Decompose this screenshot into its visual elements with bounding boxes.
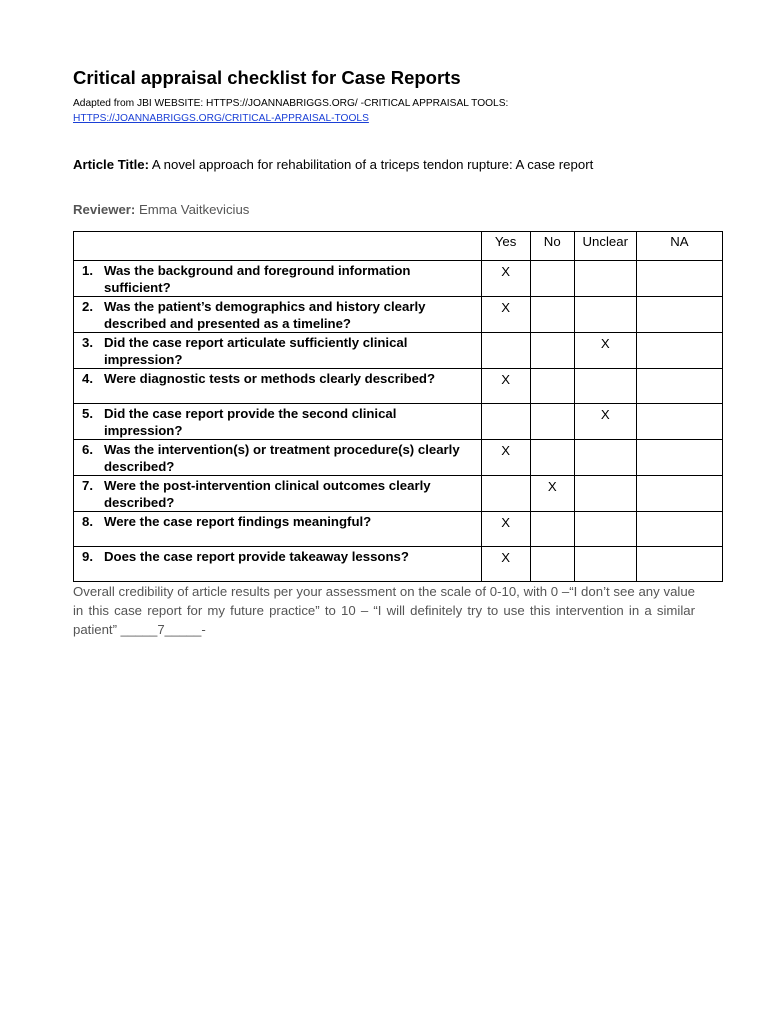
answer-unclear-cell[interactable] (574, 261, 636, 297)
answer-unclear-cell[interactable] (574, 297, 636, 333)
question-cell (74, 333, 482, 369)
header-yes: Yes (481, 232, 530, 261)
answer-no-cell[interactable] (530, 369, 574, 404)
answer-na-cell[interactable] (636, 476, 722, 512)
answer-unclear-cell[interactable] (574, 440, 636, 476)
answer-yes-cell[interactable] (481, 476, 530, 512)
answer-unclear-cell[interactable] (574, 369, 636, 404)
reviewer-line (73, 201, 695, 219)
article-title-line (73, 156, 695, 174)
question-cell (74, 369, 482, 404)
table-row (74, 261, 723, 297)
answer-unclear-cell[interactable] (574, 476, 636, 512)
question-cell (74, 512, 482, 547)
answer-na-cell[interactable] (636, 547, 722, 582)
answer-yes-cell[interactable]: X (481, 261, 530, 297)
article-title-value: A novel approach for rehabilitation of a triceps tendon rupture: A case report (151, 157, 594, 172)
source-prefix: Adapted from JBI WEBSITE: HTTPS://JOANNABRIGGS.ORG/ -CRITICAL APPRAISAL TOOLS: (73, 98, 509, 109)
source-link[interactable]: HTTPS://JOANNABRIGGS.ORG/CRITICAL-APPRAISAL-TOOLS (73, 113, 369, 124)
answer-no-cell[interactable] (530, 547, 574, 582)
table-row (74, 476, 723, 512)
question-cell (74, 476, 482, 512)
reviewer-label: Reviewer: (73, 202, 136, 217)
answer-unclear-cell[interactable] (574, 547, 636, 582)
question-text: Were the post-intervention clinical outcomes clearly described? (104, 478, 431, 510)
answer-no-cell[interactable]: X (530, 476, 574, 512)
reviewer-name: Emma Vaitkevicius (138, 202, 250, 217)
question-number: 4. (82, 371, 93, 386)
answer-na-cell[interactable] (636, 297, 722, 333)
question-number: 3. (82, 335, 93, 350)
table-row (74, 297, 723, 333)
table-row (74, 440, 723, 476)
table-header-row (74, 232, 723, 261)
table-row (74, 547, 723, 582)
question-text: Was the background and foreground information sufficient? (104, 263, 411, 295)
appraisal-table (73, 231, 723, 582)
document-page (73, 66, 695, 637)
answer-na-cell[interactable] (636, 369, 722, 404)
question-text: Was the intervention(s) or treatment procedure(s) clearly described? (104, 442, 460, 474)
header-question (74, 232, 482, 261)
header-na: NA (636, 232, 722, 261)
question-text: Were diagnostic tests or methods clearly described? (104, 371, 436, 386)
answer-yes-cell[interactable]: X (481, 369, 530, 404)
table-row (74, 333, 723, 369)
answer-yes-cell[interactable]: X (481, 440, 530, 476)
answer-yes-cell[interactable]: X (481, 547, 530, 582)
answer-yes-cell[interactable]: X (481, 512, 530, 547)
answer-unclear-cell[interactable] (574, 512, 636, 547)
question-number: 5. (82, 406, 93, 421)
answer-na-cell[interactable] (636, 333, 722, 369)
answer-na-cell[interactable] (636, 404, 722, 440)
question-cell (74, 297, 482, 333)
header-no: No (530, 232, 574, 261)
answer-na-cell[interactable] (636, 440, 722, 476)
question-cell (74, 404, 482, 440)
answer-no-cell[interactable] (530, 440, 574, 476)
question-number: 6. (82, 442, 93, 457)
table-row (74, 404, 723, 440)
answer-no-cell[interactable] (530, 404, 574, 440)
question-number: 7. (82, 478, 93, 493)
question-text: Was the patient’s demographics and history clearly described and presented as a timeline? (104, 299, 426, 331)
answer-na-cell[interactable] (636, 512, 722, 547)
article-title-label: Article Title: (73, 157, 149, 172)
question-cell (74, 440, 482, 476)
question-cell (74, 547, 482, 582)
question-number: 9. (82, 549, 93, 564)
answer-unclear-cell[interactable]: X (574, 404, 636, 440)
answer-no-cell[interactable] (530, 512, 574, 547)
question-text: Were the case report findings meaningful? (104, 514, 372, 529)
answer-yes-cell[interactable]: X (481, 297, 530, 333)
overall-credibility-text: Overall credibility of article results per your assessment on the scale of 0-10, with 0 –“I don’t see any value in this case report for my future practice” to 10 – “I will definitely try to use this intervention in a similar patient” _____7_____- (73, 584, 695, 637)
source-citation (73, 96, 695, 126)
table-row (74, 369, 723, 404)
question-text: Did the case report provide the second clinical impression? (104, 406, 397, 438)
answer-yes-cell[interactable] (481, 333, 530, 369)
question-cell (74, 261, 482, 297)
document-title: Critical appraisal checklist for Case Reports (73, 67, 461, 88)
answer-yes-cell[interactable] (481, 404, 530, 440)
answer-na-cell[interactable] (636, 261, 722, 297)
answer-no-cell[interactable] (530, 333, 574, 369)
question-number: 1. (82, 263, 93, 278)
question-number: 2. (82, 299, 93, 314)
question-text: Did the case report articulate sufficiently clinical impression? (104, 335, 408, 367)
answer-no-cell[interactable] (530, 297, 574, 333)
answer-unclear-cell[interactable]: X (574, 333, 636, 369)
question-number: 8. (82, 514, 93, 529)
answer-no-cell[interactable] (530, 261, 574, 297)
header-unclear: Unclear (574, 232, 636, 261)
table-row (74, 512, 723, 547)
question-text: Does the case report provide takeaway lessons? (104, 549, 409, 564)
